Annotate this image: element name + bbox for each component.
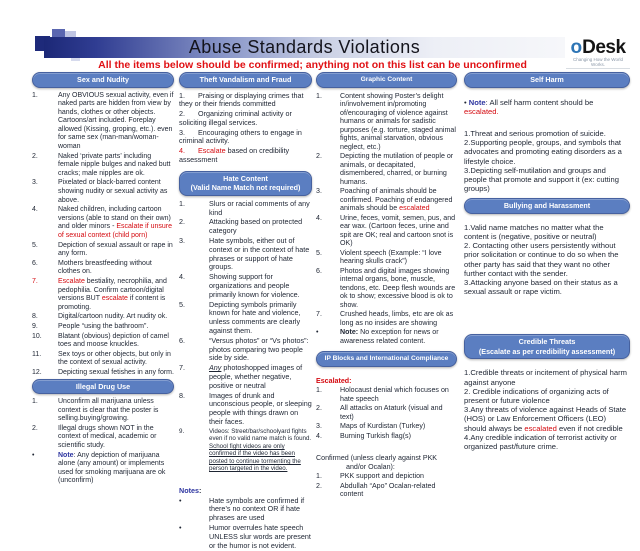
list xyxy=(316,386,457,440)
list xyxy=(316,472,457,499)
list-item xyxy=(316,472,457,481)
item-number: 1. xyxy=(316,472,322,480)
header-line: Bullying and Harassment xyxy=(503,201,591,211)
escalate-text: Escalated: xyxy=(316,376,352,385)
item-number: 5. xyxy=(179,299,185,309)
item-number: 3. xyxy=(179,127,185,137)
text-segment: Note xyxy=(468,97,486,107)
text-segment: Attacking based on protected category xyxy=(209,217,303,236)
item-number: 6. xyxy=(316,266,322,275)
item-text xyxy=(340,214,457,248)
list-item xyxy=(32,369,174,378)
item-text xyxy=(340,422,457,431)
list-item xyxy=(32,323,174,332)
text-segment: Note: xyxy=(340,328,359,336)
list xyxy=(179,200,312,473)
list xyxy=(179,92,312,165)
list-item xyxy=(179,497,312,523)
header-line: Sex and Nudity xyxy=(77,75,129,84)
text-segment: Photos and digital images showing internal organs, bone, muscle, tendons, etc. Deep flesh wounds are ok to show; excessive blood is ok to show. xyxy=(340,266,456,309)
item-text xyxy=(58,206,174,240)
list-item xyxy=(179,129,312,147)
item-text xyxy=(209,497,312,523)
list-item xyxy=(316,386,457,403)
text-segment: Praising or displaying crimes that they or their friends committed xyxy=(179,90,304,109)
text-segment: : Any depiction of marijuana alone (any amount) or implements used for smoking marijuana are ok (unconfirm) xyxy=(58,451,166,485)
list-item xyxy=(179,392,312,427)
text-segment: 2. Contacting other users persistently without prior solicitation or continue to do so when the other party has said that they want no other further contact with the sender. xyxy=(464,241,619,278)
item-number: 3. xyxy=(32,179,38,187)
text-segment: Crushed heads, limbs, etc are ok as long as no insides are showing xyxy=(340,310,454,327)
text-segment: Depicting sexual fetishes in any form. xyxy=(58,368,174,376)
list xyxy=(464,223,630,297)
text-segment: Content showing Poster’s delight in/involvement in/promoting of/encouraging of violence against humans or animals for sadistic purposes (e.g. torture, staged animal fights, animal starvation, obvious neglect, etc.) xyxy=(340,91,456,151)
paragraph xyxy=(179,487,312,496)
list-item xyxy=(179,92,312,110)
list-item xyxy=(316,92,457,152)
text-segment: Confirmed (unless clearly against PKK and/or Ocalan): xyxy=(316,454,438,471)
text-segment: Abdullah “Apo” Ocalan-related content xyxy=(340,481,436,498)
item-text xyxy=(340,152,457,186)
item-text xyxy=(209,392,312,427)
illegal-drug-use-header xyxy=(32,379,174,395)
item-number: • xyxy=(316,328,319,336)
item-number: 4. xyxy=(179,146,185,156)
item-number: 2. xyxy=(32,424,38,432)
item-number: 1. xyxy=(316,386,322,394)
item-text xyxy=(340,249,457,266)
text-segment: 3.Depicting self-mutilation and groups and people that promote and support it (ex: cutting groups) xyxy=(464,165,619,194)
list-item xyxy=(32,153,174,179)
spacer xyxy=(316,441,457,453)
list-item xyxy=(316,267,457,310)
text-segment: Videos: Street/bar/schoolyard fights even if no valid name match is found. xyxy=(209,427,312,443)
item-number: • xyxy=(179,495,182,505)
list-item xyxy=(32,260,174,277)
list-item xyxy=(464,433,630,451)
item-number: 2. xyxy=(179,217,185,227)
item-number: 4. xyxy=(316,431,322,440)
item-text xyxy=(209,237,312,272)
item-number: 11. xyxy=(32,350,42,358)
header-line: Graphic Content xyxy=(360,76,413,83)
hate-content-header xyxy=(179,171,312,196)
item-text xyxy=(340,432,457,441)
item-number: 2. xyxy=(32,152,38,160)
item-number: 3. xyxy=(316,187,322,195)
text-segment: Depicting symbols primarily known for hate and violence, unless comments are clearly against them. xyxy=(209,299,301,336)
item-number: 3. xyxy=(179,236,185,246)
list xyxy=(464,368,630,451)
list xyxy=(32,92,174,378)
escalate-text: Escalate if unsure of sexual context (child porn) xyxy=(58,223,173,239)
text-segment: Pixelated or black-barred content showing nudity or sexual activity as above. xyxy=(58,179,168,204)
text-segment: 1.Credible threats or incitement of physical harm against anyone xyxy=(464,368,627,387)
item-text xyxy=(58,398,174,424)
list-item xyxy=(464,387,630,405)
item-text xyxy=(58,92,174,152)
list xyxy=(179,497,312,551)
text-segment: School fight videos are only confirmed if the video has been posted to continue tormenting the person targeted in the video. xyxy=(209,442,301,473)
theft-vandalism-and-fraud-header xyxy=(179,72,312,88)
item-text xyxy=(340,386,457,403)
text-segment: 2. Credible indications of organizing acts of present or future violence xyxy=(464,386,609,406)
list-item xyxy=(179,110,312,128)
text-segment: Burning Turkish flag(s) xyxy=(340,431,411,440)
text-segment: : xyxy=(198,485,202,495)
list-item xyxy=(32,452,174,486)
list-item xyxy=(179,273,312,299)
subtitle: All the items below should be confirmed; anything not on this list can be unconfirmed xyxy=(98,59,527,71)
item-number: 6. xyxy=(179,335,185,345)
text-segment: photoshopped images of people, whether negative, positive or neutral xyxy=(209,363,303,390)
column-self-harm xyxy=(464,72,630,451)
column-graphic-content xyxy=(316,72,457,500)
text-segment: Humor overrules hate speech UNLESS slur words are present or the humor is not evident. xyxy=(209,522,311,550)
list-item xyxy=(316,187,457,213)
item-number: 1. xyxy=(179,198,185,208)
text-segment: Hate symbols are confirmed if there’s no context OR if hate phrases are used xyxy=(209,495,305,523)
item-text xyxy=(209,364,312,390)
list-item xyxy=(179,237,312,272)
item-text xyxy=(58,452,174,486)
list-item xyxy=(464,368,630,386)
item-text xyxy=(209,428,312,473)
escalate-text: escalate xyxy=(101,295,128,303)
text-segment: Sex toys or other objects, but only in the context of sexual activity. xyxy=(58,350,171,367)
text-segment: Urine, feces, vomit, semen, pus, and ear wax. (Cartoon feces, urine and spit are OK; real and cartoon snot is OK) xyxy=(340,213,456,247)
list-item xyxy=(464,166,630,194)
item-number: 5. xyxy=(316,248,322,257)
item-number: 1. xyxy=(32,91,38,99)
list-item xyxy=(316,152,457,186)
text-segment: 3.Any threats of violence against Heads of State (HOS) or Law Enforcement Officers (LEO) should always be xyxy=(464,405,627,433)
item-text xyxy=(340,267,457,310)
item-text xyxy=(58,323,174,332)
text-segment: based on credibility assessment xyxy=(179,146,290,165)
text-segment: 4.Any credible indication of terrorist activity or organized past/future crime. xyxy=(464,432,617,452)
text-segment: PKK support and depiction xyxy=(340,472,424,480)
odesk-logo xyxy=(566,38,630,69)
header-line: Illegal Drug Use xyxy=(75,381,131,391)
text-segment: Violent speech (Example: “I love hearing skulls crack”) xyxy=(340,248,442,265)
list-item xyxy=(316,214,457,248)
paragraph xyxy=(316,454,457,471)
item-text xyxy=(58,179,174,205)
list-item xyxy=(316,310,457,327)
item-number: 2. xyxy=(179,109,185,119)
text-segment: Naked children, including cartoon versions (able to stand on their own) and older minors - xyxy=(58,206,171,231)
list-item xyxy=(464,405,630,433)
text-segment: Hate symbols, either out of context or in the context of hate phrases or support of hate groups. xyxy=(209,236,310,272)
text-segment: “Versus photos” or “Vs photos”: photos comparing two people side by side. xyxy=(209,335,309,363)
list-item xyxy=(464,129,630,138)
escalate-text: Escalate xyxy=(58,277,85,285)
paragraph xyxy=(464,98,630,116)
item-text xyxy=(58,369,174,378)
text-segment: 3.Attacking anyone based on their status as a sexual assault or rape victim. xyxy=(464,278,618,297)
text-segment: 1.Threat and serious promotion of suicide. xyxy=(464,128,606,138)
text-segment: Organizing criminal activity or soliciting illegal services. xyxy=(179,109,292,127)
item-number: 7. xyxy=(179,363,185,373)
text-segment: : All self harm content should be xyxy=(485,97,594,107)
item-text xyxy=(340,310,457,327)
list-item xyxy=(179,200,312,218)
text-segment: No exception for news or awareness related content. xyxy=(340,328,439,345)
item-number: 8. xyxy=(179,390,185,400)
text-segment: Depiction of sexual assault or rape in any form. xyxy=(58,241,173,258)
item-number: 5. xyxy=(32,241,38,249)
text-segment: Maps of Kurdistan (Turkey) xyxy=(340,422,426,430)
page-title: Abuse Standards Violations xyxy=(188,37,421,57)
item-text xyxy=(58,153,174,179)
item-number: 2. xyxy=(316,481,322,490)
escalate-text: Escalate xyxy=(198,146,226,156)
header-line: IP Blocks and International Compliance xyxy=(324,355,449,362)
text-segment: Slurs or racial comments of any kind xyxy=(209,198,310,217)
list-item xyxy=(32,179,174,205)
item-number: 4. xyxy=(32,206,38,214)
header-line: Hate Content xyxy=(223,173,268,183)
list-item xyxy=(179,364,312,390)
ip-blocks-and-international-compliance-header xyxy=(316,351,457,367)
column-sex-and-nudity xyxy=(32,72,174,487)
escalate-text: escalated. xyxy=(464,106,499,116)
item-number: 3. xyxy=(316,422,322,430)
list-item xyxy=(32,313,174,322)
item-text xyxy=(340,92,457,152)
list-item xyxy=(464,223,630,241)
text-segment: 1.Valid name matches no matter what the content is (negative, positive or neutral) xyxy=(464,222,604,242)
item-number: 1. xyxy=(316,91,322,100)
item-text xyxy=(58,260,174,277)
item-text xyxy=(209,301,312,336)
item-text xyxy=(209,218,312,236)
item-text xyxy=(340,482,457,499)
self-harm-header xyxy=(464,72,630,88)
list-item xyxy=(179,301,312,336)
text-segment: Showing support for organizations and people primarily known for violence. xyxy=(209,272,300,299)
title-bar xyxy=(44,37,565,58)
text-segment: Any xyxy=(209,363,222,373)
spacer xyxy=(179,474,312,486)
text-segment: Poaching of animals should be confirmed. Poaching of endangered animals should be xyxy=(340,187,453,212)
text-segment: even if not credible xyxy=(556,423,623,433)
text-segment: People “using the bathroom”. xyxy=(58,322,149,330)
item-number: 10. xyxy=(32,332,42,340)
list-item xyxy=(32,398,174,424)
list xyxy=(316,92,457,346)
list-item xyxy=(179,428,312,473)
item-number: 7. xyxy=(316,310,322,318)
item-number: 1. xyxy=(179,90,185,100)
list-item xyxy=(464,138,630,166)
text-segment: if content is promoting. xyxy=(58,295,166,311)
text-segment: Note xyxy=(58,451,74,459)
header-line: (Valid Name Match not required) xyxy=(190,183,301,193)
item-number: 12. xyxy=(32,368,42,376)
list-item xyxy=(179,524,312,550)
column-theft-vandalism-fraud xyxy=(179,72,312,551)
list-item xyxy=(464,278,630,296)
item-text xyxy=(58,351,174,368)
list-item xyxy=(316,328,457,345)
text-segment: Blatant (obvious) depiction of camel toes and moose knuckles. xyxy=(58,332,169,349)
item-text xyxy=(340,404,457,421)
text-segment: Unconfirm all marijuana unless context is clear that the poster is selling.buying/growing. xyxy=(58,398,159,423)
list xyxy=(464,129,630,193)
item-number: • xyxy=(179,522,182,532)
item-number: 2. xyxy=(316,404,322,412)
item-text xyxy=(58,425,174,451)
item-text xyxy=(209,337,312,363)
item-number: 4. xyxy=(316,213,322,222)
list-item xyxy=(32,92,174,152)
list-item xyxy=(32,242,174,259)
header-line: Self Harm xyxy=(530,75,564,84)
text-segment: All attacks on Ataturk (visual and text) xyxy=(340,404,443,421)
item-number: 6. xyxy=(32,259,38,267)
list-item xyxy=(179,218,312,236)
item-number: 9. xyxy=(179,427,185,435)
text-segment: Encouraging others to engage in criminal activity. xyxy=(179,127,302,146)
graphic-content-header xyxy=(316,72,457,88)
text-segment: • xyxy=(464,97,469,107)
text-segment: Digital/cartoon nudity. Art nudity ok. xyxy=(58,313,168,321)
logo-desk: Desk xyxy=(582,37,626,58)
text-segment: Naked ‘private parts’ including female nipple bulges and naked butt cracks; male nipples are ok. xyxy=(58,152,171,177)
list-item xyxy=(32,206,174,240)
text-segment: Depicting the mutilation of people or animals, or decapitated, dismembered, charred, or burning humans. xyxy=(340,152,454,186)
list-item xyxy=(316,482,457,499)
item-number: 2. xyxy=(316,152,322,160)
item-text xyxy=(209,524,312,550)
text-segment: Illegal drugs shown NOT in the context of medical, academic or scientific study. xyxy=(58,424,157,449)
item-text xyxy=(58,278,174,312)
header-line: (Escalate as per credibility assessment) xyxy=(478,346,616,356)
text-segment: bestiality, necrophilia, and pedophilia. Confirm cartoon/digital versions BUT xyxy=(58,277,167,303)
bullying-and-harassment-header xyxy=(464,198,630,214)
list-item xyxy=(316,422,457,431)
spacer xyxy=(464,296,630,334)
item-text xyxy=(209,273,312,299)
escalate-text: escalated xyxy=(524,423,557,433)
list-item xyxy=(32,333,174,350)
logo-tagline: Changing How the World Works. xyxy=(566,58,630,69)
list-item xyxy=(179,147,312,165)
spacer xyxy=(316,371,457,376)
item-number: • xyxy=(32,451,35,459)
list-item xyxy=(32,425,174,451)
item-text xyxy=(58,242,174,259)
list-item xyxy=(179,337,312,363)
list-item xyxy=(316,404,457,421)
spacer xyxy=(464,92,630,97)
item-number: 9. xyxy=(32,322,38,330)
text-segment: Images of drunk and unconscious people, or sleeping people with things drawn on their faces. xyxy=(209,390,312,426)
item-number: 7. xyxy=(32,277,38,285)
list-item xyxy=(32,351,174,368)
text-segment: 2.Supporting people, groups, and symbols that advocates and promoting eating disorders as a lifestyle choice. xyxy=(464,138,622,166)
list xyxy=(32,398,174,486)
item-text xyxy=(209,200,312,218)
item-text xyxy=(340,187,457,213)
item-text xyxy=(340,328,457,345)
escalate-text: escalated xyxy=(399,204,430,212)
list-item xyxy=(464,241,630,278)
credible-threats-header xyxy=(464,334,630,359)
text-segment: Holocaust denial which focuses on hate speech xyxy=(340,386,449,403)
spacer xyxy=(464,117,630,129)
item-text xyxy=(58,313,174,322)
text-segment: Mothers breastfeeding without clothes on. xyxy=(58,259,152,276)
item-text xyxy=(340,472,457,481)
header-line: Theft Vandalism and Fraud xyxy=(199,75,292,84)
item-text xyxy=(58,333,174,350)
logo-o: o xyxy=(570,37,583,58)
header-line: Credible Threats xyxy=(518,337,576,347)
list-item xyxy=(316,249,457,266)
text-segment: Any OBVIOUS sexual activity, even if naked parts are hidden from view by hands, clothes or other objects. Cartoons/art included. Foreplay allowed (Kissing, groping, etc.). even for same sex (man-man/woman-woman xyxy=(58,91,174,151)
item-number: 4. xyxy=(179,272,185,282)
list-item xyxy=(316,432,457,441)
paragraph xyxy=(316,377,457,386)
list-item xyxy=(32,278,174,312)
sex-and-nudity-header xyxy=(32,72,174,88)
item-number: 8. xyxy=(32,313,38,321)
text-segment: Notes xyxy=(179,485,199,495)
item-number: 1. xyxy=(32,398,38,405)
